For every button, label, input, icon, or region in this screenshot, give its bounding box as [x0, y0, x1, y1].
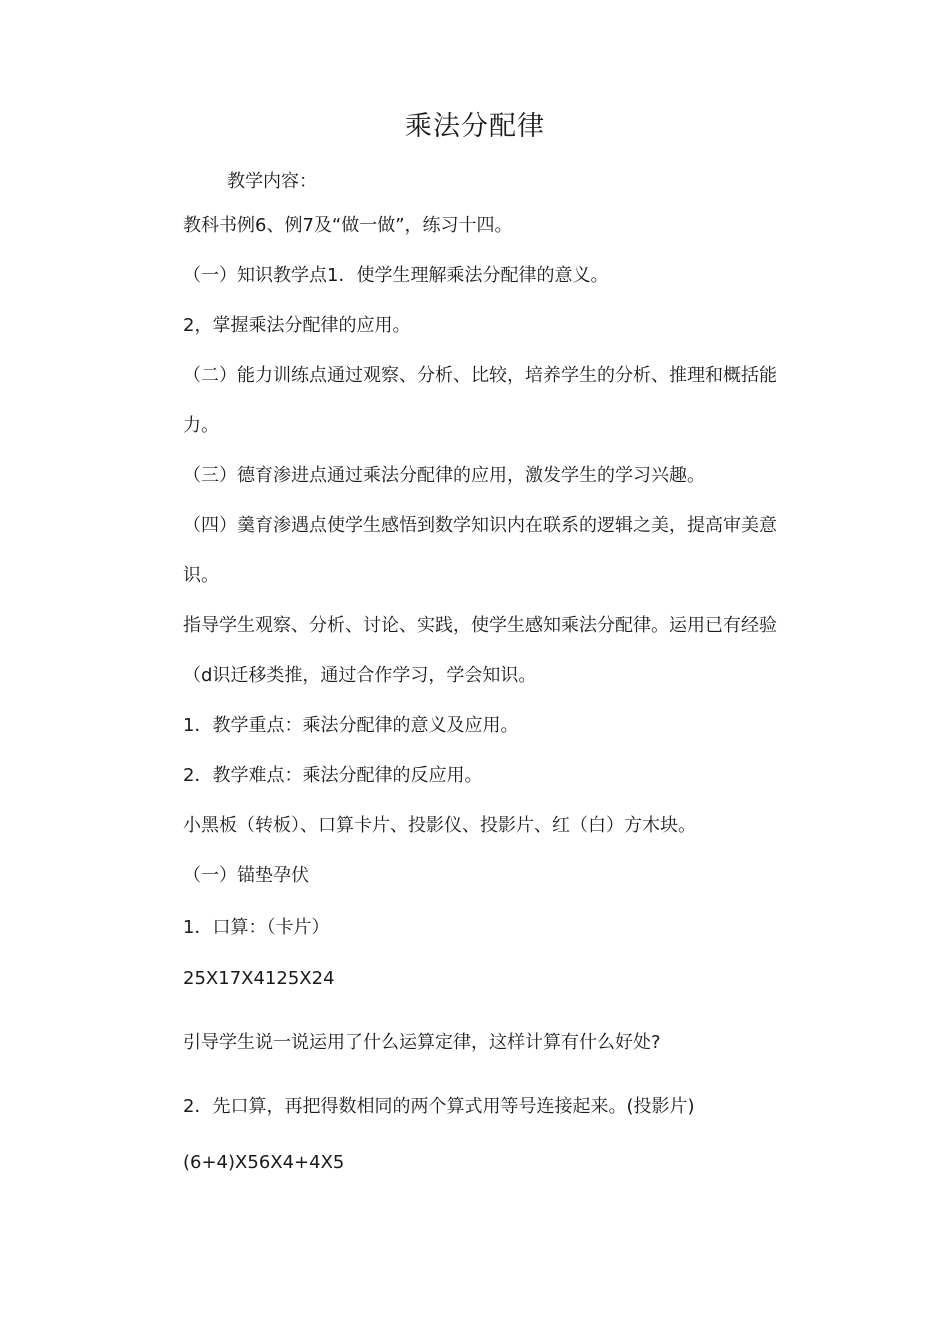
- paragraph-moral-education: （三）德育渗进点通过乘法分配律的应用，激发学生的学习兴趣。: [183, 465, 705, 486]
- paragraph-textbook: 教科书例6、例7及“做一做”，练习十四。: [183, 215, 513, 236]
- paragraph-ability-training-cont: 力。: [183, 415, 219, 436]
- paragraph-aesthetic-education: （四）羹育渗遇点使学生感悟到数学知识内在联系的逻辑之美，提高审美意: [183, 515, 777, 536]
- paragraph-knowledge-point: （一）知识教学点1．使学生理解乘法分配律的意义。: [183, 265, 609, 286]
- paragraph-guide-question: 引导学生说一说运用了什么运算定律，这样计算有什么好处?: [183, 1032, 661, 1053]
- section-heading-review: （一）锚垫孕伏: [183, 865, 309, 886]
- paragraph-expression-2: (6+4)X56X4+4X5: [183, 1152, 345, 1173]
- paragraph-key-point: 1．教学重点：乘法分配律的意义及应用。: [183, 715, 519, 736]
- paragraph-ability-training: （二）能力训练点通过观察、分析、比较，培养学生的分析、推理和概括能: [183, 365, 777, 386]
- paragraph-oral-calc-2: 2．先口算，再把得数相同的两个算式用等号连接起来。(投影片): [183, 1096, 695, 1117]
- paragraph-oral-calc: 1．口算：（卡片）: [183, 917, 330, 938]
- paragraph-guidance-cont: （d识迁移类推，通过合作学习，学会知识。: [183, 665, 537, 686]
- paragraph-difficult-point: 2．教学难点：乘法分配律的反应用。: [183, 765, 483, 786]
- paragraph-guidance: 指导学生观察、分析、讨论、实践，使学生感知乘法分配律。运用已有经验: [183, 615, 777, 636]
- document-title: 乘法分配律: [405, 111, 545, 142]
- paragraph-teaching-content-label: 教学内容：: [227, 171, 317, 192]
- paragraph-master-application: 2，掌握乘法分配律的应用。: [183, 315, 411, 336]
- paragraph-expression-1: 25X17X4125X24: [183, 968, 335, 989]
- paragraph-teaching-aids: 小黑板（转板）、口算卡片、投影仪、投影片、红（白）方木块。: [183, 815, 696, 836]
- paragraph-aesthetic-education-cont: 识。: [183, 565, 219, 586]
